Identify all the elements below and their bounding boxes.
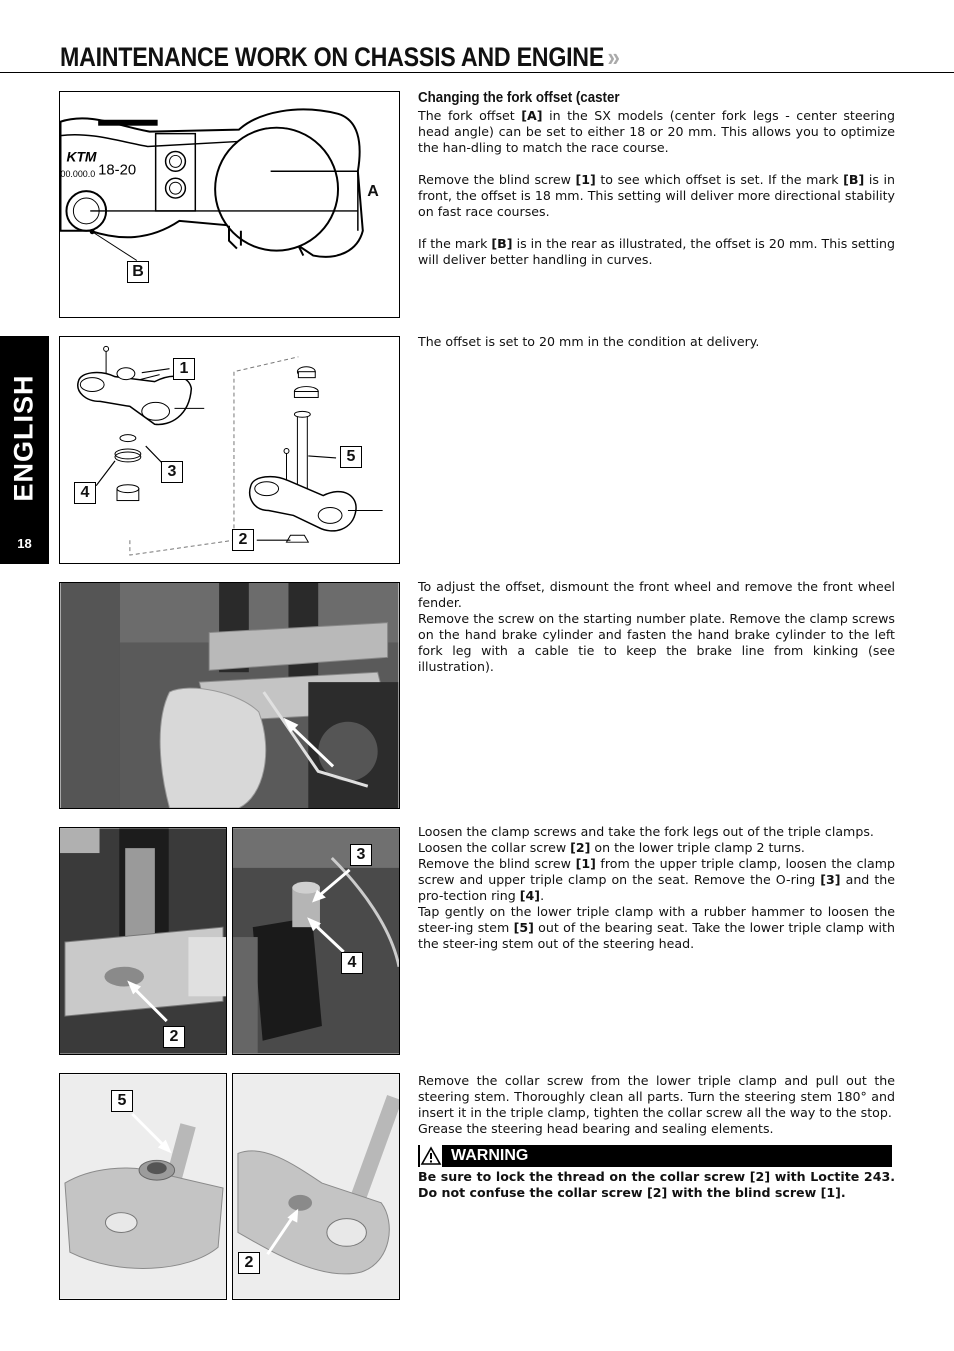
paragraph: Remove the blind screw [1] to see which offset is set. If the mark [B] is in front, the offset is 18 mm. This setting will deliver more directional stability on fast race courses.: [418, 172, 895, 219]
warning-label: WARNING: [451, 1147, 529, 1164]
figure-lower-clamp-photo: [59, 827, 227, 1055]
paragraph: The fork offset [A] in the SX models (center fork legs - center steering head angle) can be set to either 18 or 20 mm. This allows you to optimize the han-dling to match the race course.: [418, 108, 896, 155]
section-reassemble: [418, 1073, 895, 1137]
header-rule: [0, 72, 954, 73]
figure-bike-front-photo: [59, 582, 400, 809]
section-adjust-offset: [418, 579, 895, 675]
warning-icon: [420, 1145, 442, 1167]
paragraph: Remove the blind screw [1] from the upper triple clamp, loosen the clamp screw and upper triple clamp on the seat. Remove the O-ring [3] and the pro-tection ring [4].: [418, 856, 896, 903]
figure-collar-screw-photo: [232, 1073, 400, 1300]
svg-text:00.000.0: 00.000.0: [60, 169, 96, 180]
warning-text: Be sure to lock the thread on the collar screw [2] with Loctite 243. Do not confuse the collar screw [2] with the blind screw [1].: [418, 1169, 895, 1200]
paragraph: Remove the collar screw from the lower triple clamp and pull out the steering stem. Thoroughly clean all parts. Turn the steering stem 180° and insert it in the triple clamp, tighten the collar screw all the way to the stop.: [418, 1073, 895, 1120]
section-fork-offset: [418, 90, 895, 268]
figure-steering-stem-photo: [59, 1073, 227, 1300]
paragraph: Grease the steering head bearing and sealing elements.: [418, 1121, 774, 1136]
paragraph: If the mark [B] is in the rear as illustrated, the offset is 20 mm. This setting will deliver better handling in curves.: [418, 236, 895, 267]
page-title: MAINTENANCE WORK ON CHASSIS AND ENGINE »: [60, 42, 620, 72]
paragraph: The offset is set to 20 mm in the condition at delivery.: [418, 334, 760, 349]
callout-5-left: 5: [111, 1090, 133, 1112]
callout-3: 3: [161, 461, 183, 483]
paragraph: Loosen the clamp screws and take the fork legs out of the triple clamps.: [418, 824, 874, 839]
callout-2-left: 2: [163, 1026, 185, 1048]
svg-text:KTM: KTM: [66, 148, 97, 165]
figure-exploded-view: [59, 336, 400, 564]
upper-clamp-photo: [233, 828, 399, 1054]
callout-4: 4: [74, 482, 96, 504]
page-number: 18: [17, 536, 32, 551]
section-loosen-clamps: [418, 824, 895, 952]
callout-b: B: [127, 261, 149, 283]
callout-1: 1: [173, 358, 195, 380]
paragraph: To adjust the offset, dismount the front wheel and remove the front wheel fender.: [418, 579, 895, 610]
callout-4-right: 4: [341, 952, 363, 974]
callout-2: 2: [232, 529, 254, 551]
paragraph: Tap gently on the lower triple clamp with a rubber hammer to loosen the steer-ing stem [5] out of the bearing seat. Take the lower triple clamp with the steer-ing stem out of the steering head.: [418, 904, 895, 951]
figure-upper-clamp-photo: [232, 827, 400, 1055]
triple-clamp-drawing: [60, 92, 399, 317]
section-delivery-offset: [418, 334, 895, 350]
svg-text:18-20: 18-20: [98, 162, 137, 179]
callout-a: A: [367, 183, 379, 200]
steering-stem-photo: [60, 1074, 226, 1299]
callout-5: 5: [340, 446, 362, 468]
lower-clamp-photo: [60, 828, 226, 1054]
language-label: ENGLISH: [8, 374, 39, 502]
callout-2-right: 2: [238, 1252, 260, 1274]
paragraph: Loosen the collar screw [2] on the lower triple clamp 2 turns.: [418, 840, 805, 855]
section-heading: Changing the fork offset (caster: [418, 90, 620, 106]
warning-bar: [418, 1145, 892, 1167]
chevron-icon: »: [607, 42, 620, 72]
callout-3-right: 3: [350, 844, 372, 866]
paragraph: Remove the screw on the starting number plate. Remove the clamp screws on the hand brake cylinder and fasten the hand brake cylinder to the left fork leg with a cable tie to keep the brake line from kinking (see illustration).: [418, 611, 895, 674]
figure-fork-offset: [59, 91, 400, 318]
bike-front-photo: [60, 583, 399, 808]
